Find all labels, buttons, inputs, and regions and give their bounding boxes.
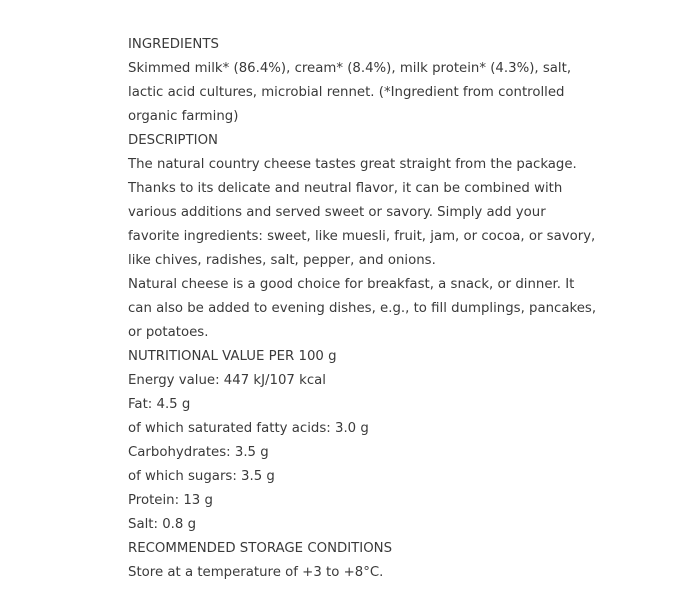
description-line: The natural country cheese tastes great straight from the package. [128,157,577,172]
nutrition-fat: Fat: 4.5 g [128,397,191,412]
description-line: can also be added to evening dishes, e.g., to fill dumplings, pancakes, [128,301,597,316]
product-info [128,33,597,585]
description-line: favorite ingredients: sweet, like muesli, fruit, jam, or cocoa, or savory, [128,229,596,244]
nutrition-salt: Salt: 0.8 g [128,517,197,532]
ingredients-line: Skimmed milk* (86.4%), cream* (8.4%), milk protein* (4.3%), salt, [128,61,572,76]
nutrition-carbohydrates: Carbohydrates: 3.5 g [128,445,269,460]
nutrition-energy: Energy value: 447 kJ/107 kcal [128,373,326,388]
ingredients-line: organic farming) [128,109,239,124]
description-heading: DESCRIPTION [128,133,219,148]
nutrition-sugars: of which sugars: 3.5 g [128,469,275,484]
storage-heading: RECOMMENDED STORAGE CONDITIONS [128,541,393,556]
ingredients-heading: INGREDIENTS [128,37,219,52]
description-line: Thanks to its delicate and neutral flavor, it can be combined with [128,181,563,196]
ingredients-line: lactic acid cultures, microbial rennet. (*Ingredient from controlled [128,85,565,100]
description-line: various additions and served sweet or savory. Simply add your [128,205,546,220]
nutrition-saturated-fat: of which saturated fatty acids: 3.0 g [128,421,369,436]
description-line: like chives, radishes, salt, pepper, and onions. [128,253,436,268]
nutrition-heading: NUTRITIONAL VALUE PER 100 g [128,349,337,364]
storage-text: Store at a temperature of +3 to +8°C. [128,565,384,580]
nutrition-protein: Protein: 13 g [128,493,213,508]
description-line: or potatoes. [128,325,209,340]
description-line: Natural cheese is a good choice for breakfast, a snack, or dinner. It [128,277,575,292]
